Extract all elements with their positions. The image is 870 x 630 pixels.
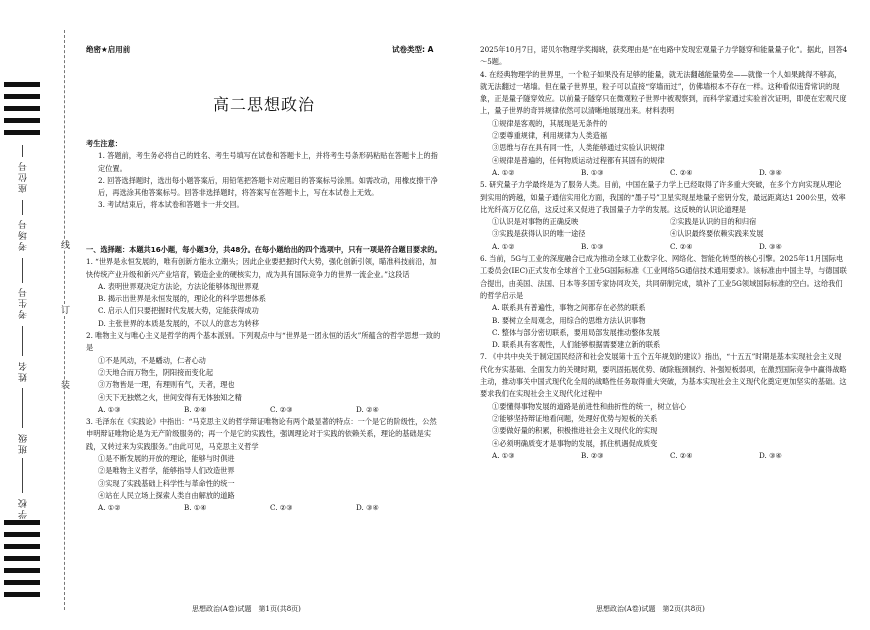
q3-option: D. ③④ xyxy=(356,503,379,513)
section-heading: 一、选择题：本题共16小题，每小题3分，共48分。在每小题给出的四个选项中，只有一项是符合题目要求的。 xyxy=(86,245,442,254)
q7-item: ①要懂得事物发展的道路是前进性和曲折性的统一，树立信心 xyxy=(492,401,687,411)
q5-option: B. ①③ xyxy=(581,241,604,251)
q2-option: A. ①③ xyxy=(98,404,121,414)
q2-item: ③万物皆是一理，有理则有气，天者，理也 xyxy=(98,380,235,390)
name-label: 姓名 xyxy=(19,360,29,382)
q2-item: ①不是风动，不是幡动，仁者心动 xyxy=(98,355,206,365)
q4-item: ②要尊重规律，利用规律为人类造福 xyxy=(492,131,608,141)
cut-mark-ding: 订 xyxy=(59,305,69,314)
q5-items-row xyxy=(480,228,848,240)
questions-right xyxy=(480,44,848,462)
notice-heading: 考生注意： xyxy=(86,139,122,148)
notice-item: 1. 答题前，考生务必将自己的姓名、考生号填写在试卷和答题卡上，并将考生号条形码粘贴在答题卡上的指定位置。 xyxy=(98,151,438,173)
exam-room-label: 考场号 xyxy=(19,218,29,251)
q3-item: ①是不断发展的开放的理论，能够与时俱进 xyxy=(98,454,235,464)
q7-item: ④必须明确质变才是事物的发展，抓住机遇促成质变 xyxy=(492,438,658,448)
q7-stem: 7. 《中共中央关于制定国民经济和社会发展第十五个五年规划的建议》指出，“十五五”时期是基本实现社会主义现代化夯实基础、全面发力的关键时期，要巩固拓展优势、破除瓶颈制约、补强短板弱项，在激烈国际竞争中赢得战略主动，推动事关中国式现代化全局的战略性任务取得重大突破，为基本实现社会主义现代化奠定更加坚实的基础。这要求我们在实现社会主义现代化过程中 xyxy=(480,352,847,399)
q1-option: D. 主张世界的本质是发展的，不以人的意志为转移 xyxy=(98,318,260,328)
q3-item: ③实现了实践基础上科学性与革命性的统一 xyxy=(98,478,235,488)
q6-option: D. 联系具有客观性，人们能够根据需要建立新的联系 xyxy=(492,340,661,350)
q3-option: B. ①④ xyxy=(184,503,207,513)
q7-options xyxy=(480,450,848,462)
q1-option: C. 启示人们只要把握时代发展大势，定能获得成功 xyxy=(98,306,259,316)
barcode-stripes-top xyxy=(4,82,40,142)
q6-option: A. 联系具有普遍性，事物之间都存在必然的联系 xyxy=(492,303,646,313)
school-label: 学校 xyxy=(19,497,29,519)
q3-item: ④站在人民立场上探索人类自由解放的道路 xyxy=(98,490,235,500)
q6-option: B. 要树立全局观念，用综合的思维方法认识事物 xyxy=(492,315,646,325)
exam-title: 高二思想政治 xyxy=(212,95,315,114)
q4-option: A. ①② xyxy=(492,167,515,177)
questions-left xyxy=(86,244,442,515)
secret-label: 绝密★启用前 xyxy=(86,45,131,54)
notice-block xyxy=(86,138,442,212)
q7-option: A. ①③ xyxy=(492,450,515,460)
seat-label: 座位号 xyxy=(19,160,29,193)
q3-options xyxy=(86,502,442,514)
q4-stem: 4. 在经典物理学的世界里，一个粒子如果没有足够的能量，就无法翻越能量势垒——就像一个人如果跳得不够高，就无法翻过一堵墙。但在量子世界里，粒子可以直接“穿墙而过”，仿佛墙根本不存在一样。这种看似违背常识的现象，正是量子隧穿效应。以前量子隧穿只在微观粒子世界中被观察到，而科学家通过实验首次证明，即使在宏观尺度上，量子世界的奇异规律依然可以清晰地展现出来。材料表明 xyxy=(480,69,847,116)
cut-mark-xian: 线 xyxy=(59,240,69,249)
q2-item: ④天下无独燃之火，世间安得有无体独知之精 xyxy=(98,392,242,402)
barcode-stripes-bottom xyxy=(4,520,40,604)
q4-options xyxy=(480,167,848,179)
q5-stem: 5. 研究量子力学最终是为了服务人类。目前，中国在量子力学上已经取得了许多重大突破，在多个方向实现从理论到实用的跨越，如量子通信实用化方面，我国的“墨子号”卫星实现星地量子密钥分发，最远距离达1 200公里，效率比光纤高万亿亿倍，这反过来又促进了我国量子力学的发展。这反映的认识论道理是 xyxy=(480,180,846,214)
q2-options xyxy=(86,404,442,416)
footer-right: 思想政治(A卷)试题 第2页(共8页) xyxy=(596,605,705,613)
q5-options xyxy=(480,241,848,253)
cut-dashed-line xyxy=(64,30,65,610)
q6-stem: 6. 当前，5G与工业的深度融合已成为推动全球工业数字化、网络化、智能化转型的核心引擎。2025年11月国际电工委员会(IEC)正式发布全球首个工业5G国际标准《工业网络5G通信技术通用要求》。该标准由中国主导，与德国联合提出，由美国、法国、日本等多国专家协同攻关，共同研制完成，填补了工业5G领域国际标准的空白。这给我们的哲学启示是 xyxy=(480,254,847,300)
q4-item: ①规律是客观的，其展现是无条件的 xyxy=(492,118,608,128)
q5-option: D. ③④ xyxy=(759,241,782,251)
q5-item: ④认识最终要依赖实践来发展 xyxy=(670,229,764,239)
q3-option: C. ②③ xyxy=(270,503,293,513)
q4-item: ④规律是普遍的，任何物质运动过程都有其固有的规律 xyxy=(492,155,665,165)
q2-item: ②天地合而万物生，阴阳接而变化起 xyxy=(98,367,214,377)
q6-option: C. 整体与部分密切联系，要用局部发展推动整体发展 xyxy=(492,327,660,337)
q5-items-row xyxy=(480,216,848,228)
q7-item: ③要做好量的积累，积极推进社会主义现代化的实现 xyxy=(492,426,658,436)
q5-item: ②实践是认识的目的和归宿 xyxy=(670,217,757,227)
q7-option: B. ②③ xyxy=(581,450,604,460)
q1-option: B. 揭示出世界是永恒发展的，理论化的科学思想体系 xyxy=(98,294,266,304)
cut-mark-zhuang: 装 xyxy=(59,380,69,389)
q2-option: D. ②④ xyxy=(356,404,379,414)
q4-option: B. ①③ xyxy=(581,167,604,177)
q4-option: C. ②④ xyxy=(670,167,693,177)
binding-sidebar xyxy=(0,0,78,630)
q1-option: A. 表明世界观决定方法论，方法论能够体现世界观 xyxy=(98,281,259,291)
q3-item: ②是唯物主义哲学，能够指导人们改造世界 xyxy=(98,466,235,476)
q7-item: ②能够坚持辩证地看问题，处理好优势与短板的关系 xyxy=(492,413,658,423)
notice-item: 3. 考试结束后，将本试卷和答题卡一并交回。 xyxy=(98,200,244,210)
class-label: 班级 xyxy=(19,432,29,454)
paper-type-label: 试卷类型: A xyxy=(392,45,434,54)
q3-option: A. ①② xyxy=(98,503,121,513)
q2-option: B. ②④ xyxy=(184,404,207,414)
footer-left: 思想政治(A卷)试题 第1页(共8页) xyxy=(192,605,301,613)
q4-option: D. ③④ xyxy=(759,167,782,177)
q1-stem: 1. “世界是永恒发展的，唯有创新方能永立潮头；因此企业要把握时代大势，强化创新引领，瞄准科技前沿，加快传统产业升级和新兴产业培育，锻造企业的硬核实力，成为具有国际竞争力的世界一流企业。”这段话 xyxy=(86,257,437,279)
q2-stem: 2. 唯物主义与唯心主义是哲学的两个基本派别。下列观点中与“世界是一团永恒的活火”所蕴含的哲学思想一致的是 xyxy=(86,331,441,353)
candidate-no-label: 考生号 xyxy=(19,286,29,319)
q3-stem: 3. 毛泽东在《实践论》中指出：“马克思主义的哲学辩证唯物论有两个最显著的特点：一个是它的阶级性，公然申明辩证唯物论是为无产阶级服务的；再一个是它的实践性，强调理论对于实践的依赖关系，理论的基础是实践，又转过来为实践服务。”由此可见，马克思主义哲学 xyxy=(86,417,437,451)
q5-item: ③实践是获得认识的唯一途径 xyxy=(492,229,586,239)
q5-option: A. ①② xyxy=(492,241,515,251)
q2-option: C. ②③ xyxy=(270,404,293,414)
q7-option: C. ②④ xyxy=(670,450,693,460)
q5-option: C. ②④ xyxy=(670,241,693,251)
q5-item: ①认识是对事物的正确反映 xyxy=(492,217,579,227)
q7-option: D. ③④ xyxy=(759,450,782,460)
notice-item: 2. 回答选择题时，选出每小题答案后，用铅笔把答题卡对应题目的答案标号涂黑。如需改动，用橡皮擦干净后，再选涂其他答案标号。回答非选择题时，将答案写在答题卡上，写在本试卷上无效。 xyxy=(98,175,438,198)
q4-item: ③思维与存在具有同一性，人类能够通过实验认识规律 xyxy=(492,143,665,153)
intro-text: 2025年10月7日，诺贝尔物理学奖揭晓，获奖理由是“在电路中发现宏观量子力学隧穿和能量量子化”。据此，回答4～5题。 xyxy=(480,45,848,67)
